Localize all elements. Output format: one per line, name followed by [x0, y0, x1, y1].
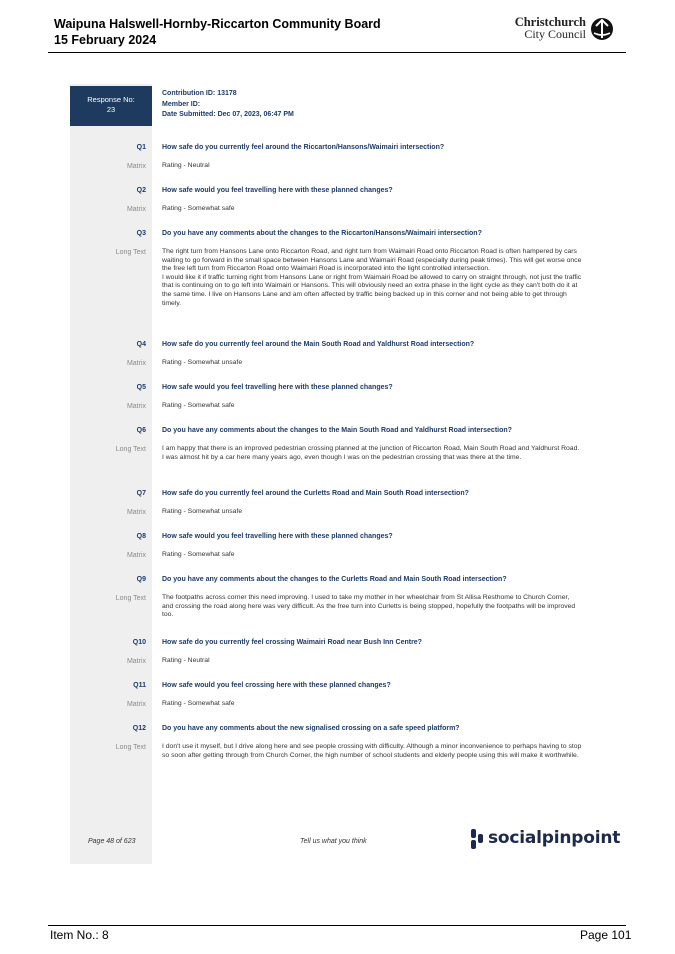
answer-type: Long Text — [115, 249, 146, 256]
question-number: Q12 — [132, 725, 146, 732]
response-label: Response No: — [87, 95, 135, 104]
answer-type: Matrix — [126, 360, 146, 367]
item-number: Item No.: 8 — [50, 928, 109, 942]
answer-text: Rating - Somewhat safe — [162, 551, 235, 558]
answer-type: Matrix — [126, 658, 146, 665]
answer-text: Rating - Somewhat unsafe — [162, 359, 243, 366]
question-text: Do you have any comments about the changes to the Main South Road and Yaldhurst Road intersection? — [162, 427, 512, 434]
page-number: Page 101 — [580, 928, 632, 942]
member-id: Member ID: — [162, 100, 201, 108]
question-text: Do you have any comments about the changes to the Curletts Road and Main South Road intersection? — [162, 576, 507, 583]
answer-type: Matrix — [126, 509, 146, 516]
question-number: Q5 — [136, 384, 146, 391]
question-number: Q7 — [136, 490, 146, 497]
contribution-id: Contribution ID: 13178 — [162, 90, 237, 97]
question-text: How safe do you currently feel crossing Waimairi Road near Bush Inn Centre? — [162, 639, 422, 646]
response-number-box — [70, 86, 152, 126]
logo-line1: Christchurch — [514, 15, 586, 29]
answer-text: Rating - Somewhat safe — [162, 402, 235, 409]
sheet-page-number: Page 48 of 623 — [88, 838, 136, 845]
answer-text: Rating - Somewhat safe — [162, 205, 235, 212]
answer-type: Matrix — [126, 552, 146, 559]
board-name: Waipuna Halswell-Hornby-Riccarton Community Board — [54, 17, 381, 31]
date-submitted: Date Submitted: Dec 07, 2023, 06:47 PM — [162, 111, 294, 118]
question-text: How safe would you feel travelling here with these planned changes? — [162, 187, 393, 194]
header-divider — [48, 52, 626, 53]
response-meta — [162, 89, 294, 121]
answer-type: Long Text — [115, 595, 146, 602]
question-number: Q10 — [132, 639, 146, 646]
response-sheet — [70, 84, 620, 864]
question-number: Q9 — [136, 576, 146, 583]
question-text: How safe would you feel travelling here with these planned changes? — [162, 384, 393, 391]
answer-type: Matrix — [126, 403, 146, 410]
answer-text: Rating - Somewhat unsafe — [162, 508, 243, 515]
council-emblem-icon — [590, 17, 614, 41]
question-text: How safe do you currently feel around the Curletts Road and Main South Road intersection? — [162, 490, 469, 497]
answer-type: Matrix — [126, 163, 146, 170]
question-text: Do you have any comments about the changes to the Riccarton/Hansons/Waimairi intersection? — [162, 230, 482, 237]
answer-text: Rating - Neutral — [162, 657, 210, 664]
socialpinpoint-logo — [470, 826, 621, 852]
answer-text: Rating - Somewhat safe — [162, 700, 235, 707]
question-text: How safe would you feel crossing here with these planned changes? — [162, 682, 391, 689]
sheet-tagline: Tell us what you think — [300, 838, 367, 845]
question-text: How safe would you feel travelling here with these planned changes? — [162, 533, 393, 540]
response-number: 23 — [106, 105, 116, 114]
answer-type: Matrix — [126, 206, 146, 213]
answer-type: Long Text — [115, 446, 146, 453]
socialpinpoint-wordmark: socialpinpoint — [488, 828, 621, 848]
answer-type: Matrix — [126, 701, 146, 708]
answer-type: Long Text — [115, 744, 146, 751]
question-number: Q2 — [136, 187, 146, 194]
question-number: Q11 — [133, 682, 146, 689]
question-text: Do you have any comments about the new signalised crossing on a safe speed platform? — [162, 725, 460, 732]
logo-line2: City Council — [524, 27, 586, 41]
socialpinpoint-icon — [470, 828, 484, 850]
question-text: How safe do you currently feel around the Riccarton/Hansons/Waimairi intersection? — [162, 144, 445, 151]
question-number: Q4 — [136, 341, 146, 348]
question-number: Q1 — [136, 144, 146, 151]
answer-text: The right turn from Hansons Lane onto Riccarton Road, and right turn from Waimairi Road onto Riccarton Road is often hampered by cars waiting to go forward in the small space between Hansons Lane and Waimairi Road (especially during peak times). This will get worse once the free left turn from Riccarton Road onto Waimairi Road is incorporated into the light controlled intersection. I would like it if traffic turning right from Hansons Lane or right from Waimairi Road be allowed to carry on straight through, not just the traffic that is continuing on to go left into Waimairi or Hansons. This will obviously need an extra phase in the light cycle as they can't both do it at the same time. I live on Hansons Lane and am often affected by traffic being backed up in this corner and not being able to get through timely. — [162, 248, 582, 307]
answer-text: I am happy that there is an improved pedestrian crossing planned at the junction of Riccarton Road, Main South Road and Yaldhurst Road. I was almost hit by a car here many years ago, even though I was on the pedestrian crossing that was there at the time. — [162, 445, 580, 461]
answer-text: The footpaths across corner this need improving. I used to take my mother in her wheelchair from St Allisa Resthome to Church Corner, and crossing the road along here was very difficult. As the free turn into Curletts is being stopped, hopefully the footpaths will be improved too. — [162, 594, 576, 619]
council-logo — [512, 16, 616, 44]
question-number: Q6 — [136, 427, 146, 434]
question-number: Q8 — [136, 533, 146, 540]
footer-divider — [48, 925, 626, 926]
answer-text: I don't use it myself, but I drive along here and see people crossing with difficulty. Although a minor inconvenience to perhaps having to stop so soon after getting through from Church Corner, the high number of school students and elderly people using this will make it worthwhile. — [162, 743, 582, 759]
meeting-date: 15 February 2024 — [54, 33, 157, 47]
question-number: Q3 — [136, 230, 146, 237]
answer-text: Rating - Neutral — [162, 162, 210, 169]
document-title — [54, 16, 381, 48]
question-text: How safe do you currently feel around the Main South Road and Yaldhurst Road intersection? — [162, 341, 475, 348]
